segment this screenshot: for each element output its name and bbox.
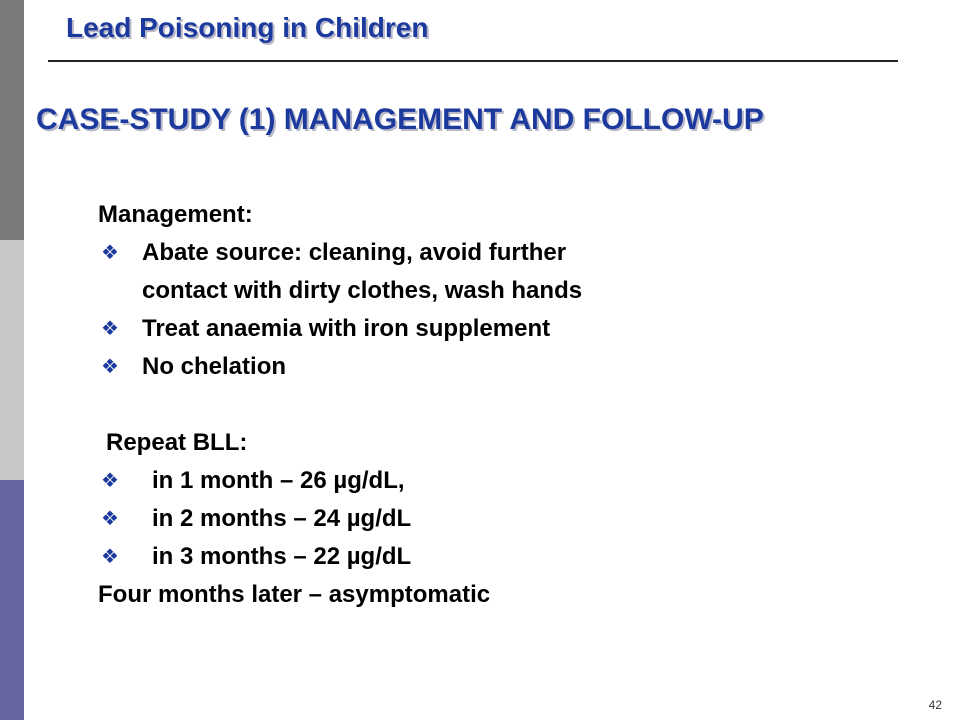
diamond-bullet-icon: [98, 462, 120, 500]
diamond-bullet-icon: [98, 500, 120, 538]
diamond-bullet-icon: [98, 310, 120, 348]
bll-item-text: in 2 months – 24 µg/dL: [152, 505, 412, 532]
bll-item: [98, 500, 918, 538]
management-item-continuation: contact with dirty clothes, wash hands: [142, 277, 583, 304]
sidebar-band-top: [0, 0, 24, 240]
spacer: [98, 386, 918, 424]
bll-item-text: in 1 month – 26 µg/dL,: [152, 467, 405, 494]
header-title: Lead Poisoning in Children: [66, 12, 429, 43]
slide-content: [98, 196, 918, 614]
sidebar-band-middle: [0, 240, 24, 480]
management-item: [98, 234, 918, 272]
management-item-text: Abate source: cleaning, avoid further: [142, 239, 567, 266]
slide-title: CASE-STUDY (1) MANAGEMENT AND FOLLOW-UP: [36, 103, 764, 136]
management-item: [98, 310, 918, 348]
sidebar-band-bottom: [0, 480, 24, 720]
management-item: [98, 348, 918, 386]
diamond-bullet-icon: [98, 348, 120, 386]
conclusion-text: Four months later – asymptomatic: [98, 581, 491, 608]
slide-number: 42: [928, 698, 942, 712]
management-item-text: Treat anaemia with iron supplement: [142, 315, 551, 342]
bll-item-text: in 3 months – 22 µg/dL: [152, 543, 412, 570]
bll-item: [98, 538, 918, 576]
bll-item: [98, 462, 918, 500]
diamond-bullet-icon: [98, 234, 120, 272]
management-heading: Management:: [98, 201, 253, 228]
header-divider: [48, 60, 898, 62]
management-item-text: No chelation: [142, 353, 287, 380]
diamond-bullet-icon: [98, 538, 120, 576]
repeat-bll-heading: Repeat BLL:: [106, 429, 248, 456]
